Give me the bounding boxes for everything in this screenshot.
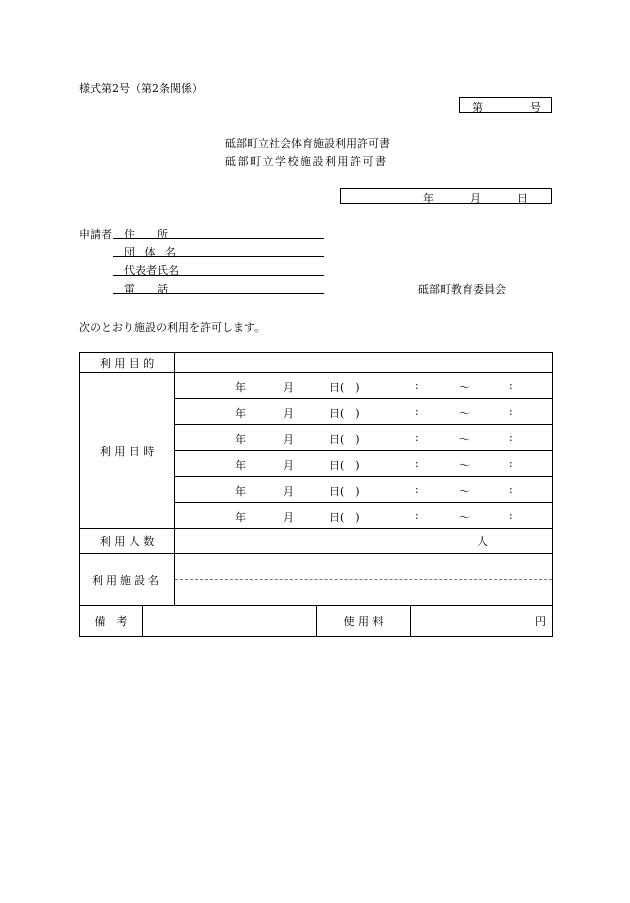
document-number-box <box>459 97 552 113</box>
people-label: 利 用 人 数 <box>80 529 175 554</box>
title-social-sports: 砥部町立社会体育施設利用許可書 <box>225 137 390 150</box>
applicant-address-label: 住 所 <box>124 228 168 241</box>
facility-dashed-divider <box>175 579 552 580</box>
permission-statement: 次のとおり施設の利用を許可します。 <box>79 321 266 334</box>
fee-label: 使 用 料 <box>317 606 411 637</box>
applicant-representative-label: 代表者氏名 <box>124 264 179 277</box>
address-line <box>113 238 324 239</box>
date-row: 年 月 日( ) : 〜 : <box>175 451 552 477</box>
issue-month-label: 月 <box>470 192 481 205</box>
issue-date-box <box>340 188 552 204</box>
facility-label: 利用施設名 <box>80 554 175 606</box>
date-row: 年 月 日( ) : 〜 : <box>175 373 552 399</box>
permit-table <box>79 352 553 637</box>
applicant-prefix: 申請者 <box>79 228 112 241</box>
people-value: 人 <box>175 529 553 554</box>
datetime-label: 利 用 日 時 <box>80 373 175 529</box>
issue-day-label: 日 <box>517 192 528 205</box>
date-row: 年 月 日( ) : 〜 : <box>235 509 513 524</box>
date-row: 年 月 日( ) : 〜 : <box>175 399 552 425</box>
date-row: 年 月 日( ) : 〜 : <box>175 425 552 451</box>
doc-number-dai: 第 <box>472 101 483 114</box>
representative-line <box>113 275 324 276</box>
date-row: 年 月 日( ) : 〜 : <box>175 477 552 503</box>
form-number: 様式第2号（第2条関係） <box>79 82 203 95</box>
phone-line <box>113 293 324 294</box>
purpose-label: 利 用 目 的 <box>80 353 175 373</box>
datetime-rows <box>175 373 553 529</box>
remarks-value <box>143 606 317 637</box>
facility-value <box>175 554 553 606</box>
issuer-name: 砥部町教育委員会 <box>418 283 506 296</box>
applicant-group-label: 団 体 名 <box>124 246 179 259</box>
issue-year-label: 年 <box>423 192 434 205</box>
remarks-label: 備 考 <box>80 606 143 637</box>
group-line <box>113 256 324 257</box>
purpose-value <box>175 353 553 373</box>
applicant-phone-label: 電 話 <box>124 283 168 296</box>
fee-value: 円 <box>411 606 553 637</box>
doc-number-go: 号 <box>530 101 541 114</box>
title-school-facility: 砥部町立学校施設利用許可書 <box>225 155 388 168</box>
